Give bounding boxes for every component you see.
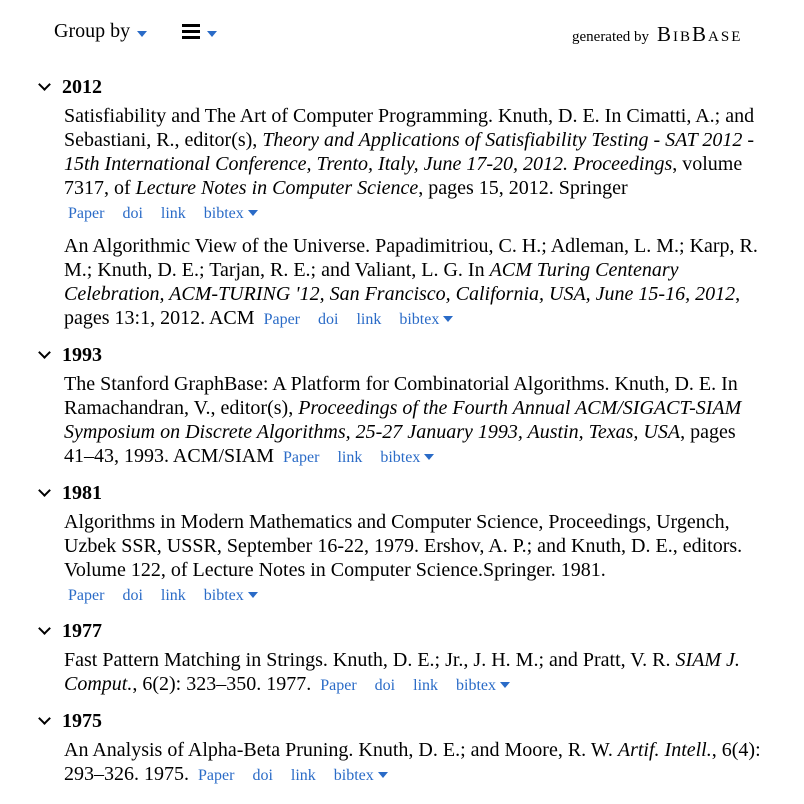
caret-down-icon bbox=[137, 31, 147, 37]
entry-venue: ACM Turing Centenary Celebration, ACM-TURING '12, San Francisco, California, USA, June 15-16, 2012 bbox=[64, 259, 736, 305]
link-label: Paper bbox=[283, 449, 320, 466]
bibtex-link[interactable] bbox=[334, 767, 388, 784]
link-label: link bbox=[413, 677, 439, 694]
link-label: link bbox=[337, 449, 363, 466]
entry-venue: SIAM J. Comput. bbox=[64, 649, 740, 695]
entry-details: , 6(4): 293–326. 1975. bbox=[64, 739, 761, 785]
entry-text: Algorithms in Modern Mathematics and Computer Science, Proceedings, Urgench, Uzbek SSR, USSR, September 16-22, 1979. Ershov, A. P.; and Knuth, D. E., editors. Volume 122, of Lecture Notes in Computer Science.Springer. 1981. bbox=[64, 511, 743, 581]
bibtex-link[interactable] bbox=[456, 677, 510, 694]
entry-details: , pages 41–43, 1993. ACM/SIAM bbox=[64, 421, 736, 467]
year-header[interactable] bbox=[38, 480, 768, 506]
group-by-label: Group by bbox=[54, 20, 131, 42]
year-label: 1981 bbox=[62, 481, 102, 504]
doi-link[interactable] bbox=[375, 677, 395, 694]
entries-list bbox=[64, 372, 768, 470]
year-header[interactable] bbox=[38, 74, 768, 100]
entry-series: Lecture Notes in Computer Science bbox=[135, 177, 419, 199]
entries-list bbox=[64, 510, 768, 608]
options-menu-button[interactable] bbox=[182, 21, 217, 42]
paper-link[interactable] bbox=[283, 449, 319, 466]
publication-entry bbox=[64, 372, 768, 470]
link-label: Paper bbox=[320, 677, 357, 694]
link-link[interactable] bbox=[291, 767, 316, 784]
publication-entry bbox=[64, 648, 768, 698]
chevron-down-icon[interactable] bbox=[38, 621, 52, 641]
year-group bbox=[38, 342, 768, 470]
link-label: link bbox=[160, 587, 186, 604]
bibbase-logo-link[interactable]: BibBase bbox=[657, 22, 743, 46]
entry-text-mid: , volume 7317, of bbox=[64, 153, 743, 199]
bibtex-link[interactable] bbox=[380, 449, 434, 466]
link-link[interactable] bbox=[161, 205, 186, 222]
entries-list bbox=[64, 648, 768, 698]
publication-list bbox=[38, 74, 768, 798]
entry-venue: Artif. Intell. bbox=[617, 739, 712, 761]
link-label: Paper bbox=[198, 767, 235, 784]
link-label: bibtex bbox=[203, 205, 244, 222]
caret-down-icon bbox=[248, 210, 258, 216]
year-header[interactable] bbox=[38, 618, 768, 644]
link-label: bibtex bbox=[333, 767, 374, 784]
entry-details: , pages 15, 2012. Springer bbox=[418, 177, 628, 199]
publication-entry bbox=[64, 738, 768, 788]
publication-entry bbox=[64, 104, 768, 226]
link-label: Paper bbox=[68, 205, 105, 222]
caret-down-icon bbox=[248, 592, 258, 598]
link-label: doi bbox=[374, 677, 396, 694]
entry-text: An Analysis of Alpha-Beta Pruning. Knuth, D. E.; and Moore, R. W. bbox=[64, 739, 618, 761]
caret-down-icon bbox=[500, 682, 510, 688]
doi-link[interactable] bbox=[122, 587, 142, 604]
link-label: bibtex bbox=[203, 587, 244, 604]
link-label: link bbox=[160, 205, 186, 222]
entry-details: , 6(2): 323–350. 1977. bbox=[132, 673, 312, 695]
paper-link[interactable] bbox=[68, 587, 104, 604]
link-label: doi bbox=[122, 587, 143, 604]
paper-link[interactable] bbox=[264, 311, 300, 328]
caret-down-icon bbox=[378, 772, 388, 778]
year-group bbox=[38, 618, 768, 698]
doi-link[interactable] bbox=[252, 767, 272, 784]
link-label: doi bbox=[122, 205, 143, 222]
link-label: link bbox=[356, 311, 382, 328]
year-label: 1993 bbox=[62, 343, 102, 366]
hamburger-icon bbox=[182, 21, 200, 42]
paper-link[interactable] bbox=[320, 677, 356, 694]
link-label: Paper bbox=[68, 587, 105, 604]
caret-down-icon bbox=[443, 316, 453, 322]
link-link[interactable] bbox=[356, 311, 381, 328]
doi-link[interactable] bbox=[318, 311, 338, 328]
link-link[interactable] bbox=[337, 449, 362, 466]
entry-text: Fast Pattern Matching in Strings. Knuth, D. E.; Jr., J. H. M.; and Pratt, V. R. bbox=[64, 649, 676, 671]
chevron-down-icon[interactable] bbox=[38, 711, 52, 731]
link-label: bibtex bbox=[380, 449, 421, 466]
year-label: 1977 bbox=[62, 619, 102, 642]
link-label: Paper bbox=[263, 311, 300, 328]
link-link[interactable] bbox=[413, 677, 438, 694]
publication-entry bbox=[64, 510, 768, 608]
chevron-down-icon[interactable] bbox=[38, 77, 52, 97]
entry-details: , pages 13:1, 2012. ACM bbox=[64, 283, 741, 329]
generated-by bbox=[572, 22, 742, 47]
link-label: doi bbox=[318, 311, 339, 328]
group-by-dropdown[interactable] bbox=[54, 20, 147, 43]
link-link[interactable] bbox=[161, 587, 186, 604]
year-header[interactable] bbox=[38, 708, 768, 734]
entry-text: The Stanford GraphBase: A Platform for Combinatorial Algorithms. Knuth, D. E. In Ramachandran, V., editor(s), bbox=[64, 373, 738, 419]
caret-down-icon bbox=[424, 454, 434, 460]
bibtex-link[interactable] bbox=[399, 311, 453, 328]
doi-link[interactable] bbox=[122, 205, 142, 222]
generated-by-label: generated by bbox=[572, 29, 650, 45]
entry-text: An Algorithmic View of the Universe. Papadimitriou, C. H.; Adleman, L. M.; Karp, R. M.; Knuth, D. E.; Tarjan, R. E.; and Valiant, L. G. In bbox=[64, 235, 758, 281]
chevron-down-icon[interactable] bbox=[38, 483, 52, 503]
chevron-down-icon[interactable] bbox=[38, 345, 52, 365]
bibtex-link[interactable] bbox=[204, 205, 258, 222]
entry-venue: Proceedings of the Fourth Annual ACM/SIGACT-SIAM Symposium on Discrete Algorithms, 25-27 January 1993, Austin, Texas, USA bbox=[64, 397, 742, 443]
caret-down-icon bbox=[207, 31, 217, 37]
link-label: doi bbox=[252, 767, 273, 784]
year-group bbox=[38, 708, 768, 788]
year-header[interactable] bbox=[38, 342, 768, 368]
bibtex-link[interactable] bbox=[204, 587, 258, 604]
toolbar bbox=[54, 20, 217, 43]
entries-list bbox=[64, 104, 768, 332]
year-group bbox=[38, 480, 768, 608]
paper-link[interactable] bbox=[198, 767, 234, 784]
year-label: 1975 bbox=[62, 709, 102, 732]
link-label: link bbox=[290, 767, 316, 784]
paper-link[interactable] bbox=[68, 205, 104, 222]
entry-venue: Theory and Applications of Satisfiability Testing - SAT 2012 - 15th International Conference, Trento, Italy, June 17-20, 2012. Proceedings bbox=[64, 129, 755, 175]
entries-list bbox=[64, 738, 768, 788]
entry-text: Satisfiability and The Art of Computer Programming. Knuth, D. E. In Cimatti, A.; and Sebastiani, R., editor(s), bbox=[64, 105, 755, 151]
link-label: bibtex bbox=[456, 677, 497, 694]
year-group bbox=[38, 74, 768, 332]
year-label: 2012 bbox=[62, 75, 102, 98]
publication-entry bbox=[64, 234, 768, 332]
link-label: bibtex bbox=[399, 311, 440, 328]
